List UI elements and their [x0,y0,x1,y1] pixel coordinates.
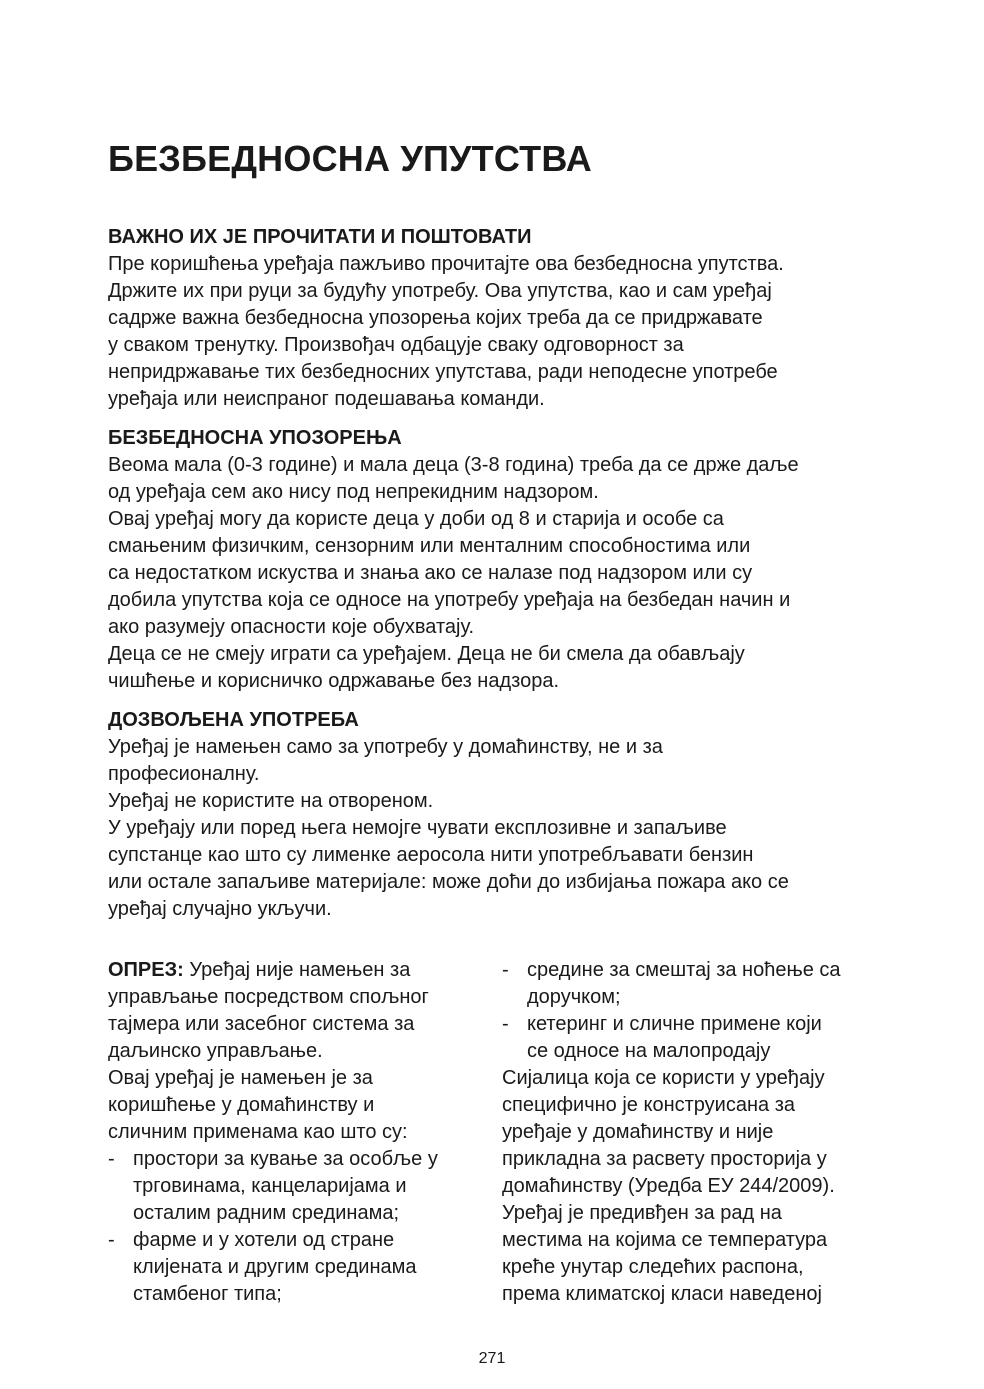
text-line: уређај случајно укључи. [108,898,332,920]
text-line: осталим радним срединама; [133,1202,400,1224]
dash-bullet: - [502,1013,509,1035]
text-line: Сијалица која се користи у уређају [502,1067,825,1089]
text-line: прикладна за расвету просторија у [502,1148,827,1170]
text-line: фарме и у хотели од стране [133,1229,395,1251]
text-line: садрже важна безбедносна упозорења којих треба да се придржавате [108,307,763,329]
section-important-read [108,224,888,413]
text-line: Уређај је предивђен за рад на [502,1202,782,1224]
text-line: Пре коришћења уређаја пажљиво прочитајте ова безбедносна упутства. [108,253,784,275]
list-item [108,1146,488,1227]
caution-text: Уређај није намењен за [183,959,411,981]
text-line: Овај уређај је намењен је за [108,1067,373,1089]
text-line: или остале запаљиве материјале: може доћи до избијања пожара ако се [108,871,789,893]
text-line: уређаје у домаћинству и није [502,1121,774,1143]
text-line: професионалну. [108,763,260,785]
right-column [502,957,882,1308]
text-line: стамбеног типа; [133,1283,282,1305]
text-line: трговинама, канцеларијама и [133,1175,407,1197]
text-line: креће унутар следећих распона, [502,1256,804,1278]
text-line: уређаја или неиспраног подешавања команди. [108,388,545,410]
section-paragraph [108,251,888,413]
text-line: даљинско управљање. [108,1040,323,1062]
section-permitted-use [108,707,888,923]
text-line: коришћење у домаћинству и [108,1094,375,1116]
dash-bullet: - [108,1148,115,1170]
section-heading: ДОЗВОЉЕНА УПОТРЕБА [108,709,359,731]
section-paragraph [108,734,888,923]
text-line: према климатској класи наведеној [502,1283,822,1305]
text-line: домаћинству (Уредба ЕУ 244/2009). [502,1175,835,1197]
left-column [108,957,488,1308]
list-item [108,1227,488,1308]
page-number: 271 [478,1350,506,1367]
text-line: кетеринг и сличне примене који [527,1013,822,1035]
text-line: простори за кување за особље у [133,1148,438,1170]
text-line: се односе на малопродају [527,1040,771,1062]
page-title: БЕЗБЕДНОСНА УПУТСТВА [108,138,592,179]
text-line: са недостатком искуства и знања ако се налазе под надзором или су [108,562,753,584]
text-line: доручком; [527,986,621,1008]
section-paragraph [108,452,888,695]
text-line: тајмера или засебног система за [108,1013,415,1035]
text-line: управљање посредством спољног [108,986,429,1008]
text-line: Веома мала (0-3 године) и мала деца (3-8 година) треба да се држе даље [108,454,799,476]
caution-line [108,957,488,984]
text-line: сличним применама као што су: [108,1121,408,1143]
text-line: Држите их при руци за будућу употребу. Ова упутства, као и сам уређај [108,280,772,302]
text-line: клијената и другим срединама [133,1256,417,1278]
text-line: Уређај не користите на отвореном. [108,790,434,812]
section-heading: ВАЖНО ИХ ЈЕ ПРОЧИТАТИ И ПОШТОВАТИ [108,226,532,248]
text-line: местима на којима се температура [502,1229,828,1251]
text-line: у сваком тренутку. Произвођач одбацује сваку одговорност за [108,334,684,356]
text-line: супстанце као што су лименке аеросола нити употребљавати бензин [108,844,754,866]
text-line: добила упутства која се односе на употребу уређаја на безбедан начин и [108,589,791,611]
text-line: непридржавање тих безбедносних упутстава, ради неподесне употребе [108,361,778,383]
list-item [502,957,882,1011]
text-line: специфично је конструисана за [502,1094,795,1116]
caution-label: ОПРЕЗ: [108,959,184,981]
section-heading: БЕЗБЕДНОСНА УПОЗОРЕЊА [108,427,402,449]
dash-bullet: - [502,959,509,981]
text-line: смањеним физичким, сензорним или менталним способностима или [108,535,751,557]
list-item [502,1011,882,1065]
text-line: У уређају или поред њега немојге чувати експлозивне и запаљиве [108,817,727,839]
text-line: чишћење и корисничко одржавање без надзора. [108,670,560,692]
dash-bullet: - [108,1229,115,1251]
text-line: од уређаја сем ако нису под непрекидним надзором. [108,481,599,503]
text-line: Овај уређај могу да користе деца у доби од 8 и старија и особе са [108,508,724,530]
section-safety-warnings [108,425,888,695]
text-line: Уређај је намењен само за употребу у домаћинству, не и за [108,736,663,758]
text-line: ако разумеју опасности које обухватају. [108,616,475,638]
text-line: Деца се не смеју играти са уређајем. Деца не би смела да обављају [108,643,745,665]
text-line: средине за смештај за ноћење са [527,959,841,981]
